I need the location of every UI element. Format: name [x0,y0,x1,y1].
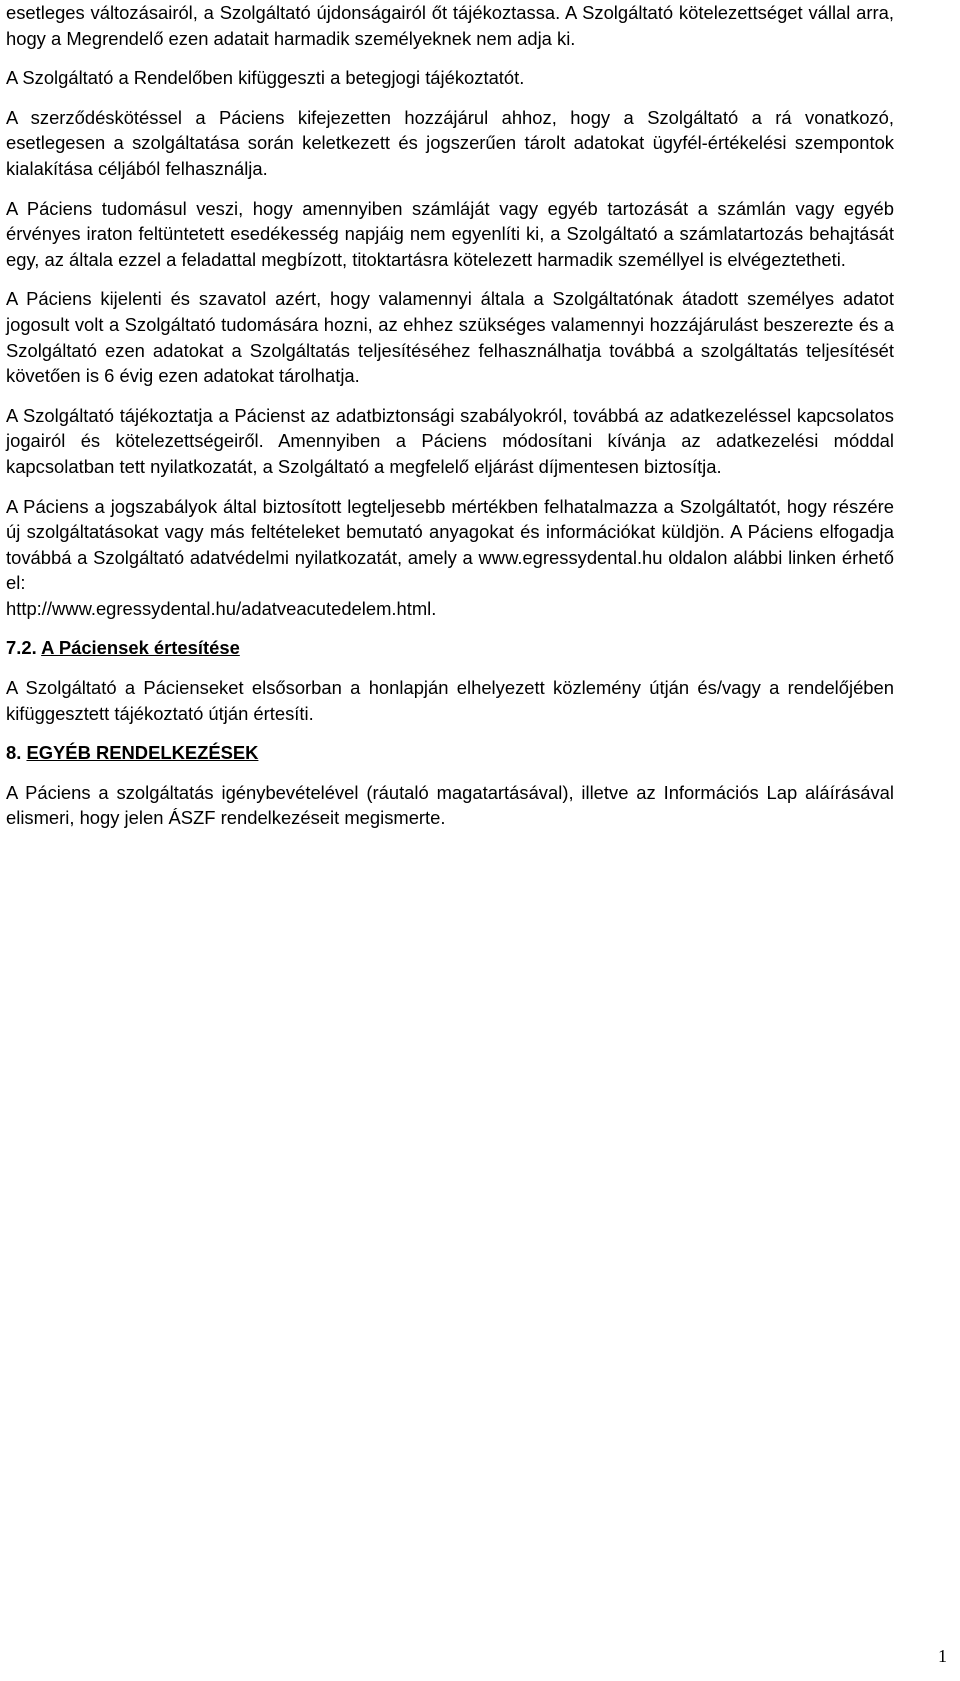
paragraph-marketing-consent: A Páciens a jogszabályok által biztosított legteljesebb mértékben felhatalmazza a Szolgáltatót, hogy részére új szolgáltatásokat vagy más feltételeket bemutató anyagokat és információkat küldjön. A Páciens elfogadja továbbá a Szolgáltató adatvédelmi nyilatkozatát, amely a www.egressydental.hu oldalon alábbi linken érhető el: [6,495,894,594]
paragraph-data-warranty: A Páciens kijelenti és szavatol azért, hogy valamennyi általa a Szolgáltatónak átadott személyes adatot jogosult volt a Szolgáltató tudomására hozni, az ehhez szükséges valamennyi hozzájárulást beszerezte és a Szolgáltató ezen adatokat a Szolgáltatás teljesítéséhez felhasználhatja továbbá a szolgáltatás teljesítését követően is 6 évig ezen adatokat tárolhatja. [6,288,894,387]
paragraph-consent: A szerződéskötéssel a Páciens kifejezetten hozzájárul ahhoz, hogy a Szolgáltató a rá vonatkozó, esetlegesen a szolgáltatása során keletkezett és jogszerűen tárolt adatokat ügyfél-értékelési szempontok kialakítása céljából felhasználja. [6,106,894,179]
section-title: A Páciensek értesítése [41,637,240,659]
section-heading-7-2 [6,635,894,661]
section-title: EGYÉB RENDELKEZÉSEK [26,742,259,764]
paragraph-acceptance: A Páciens a szolgáltatás igénybevételével (ráutaló magatartásával), illetve az Információs Lap aláírásával elismeri, hogy jelen ÁSZF rendelkezéseit megismerte. [6,781,894,829]
section-number: 7.2. [6,637,37,659]
privacy-policy-link[interactable]: http://www.egressydental.hu/adatveacutedelem.html. [6,597,437,619]
paragraph-data-sharing: esetleges változásairól, a Szolgáltató újdonságairól őt tájékoztassa. A Szolgáltató kötelezettséget vállal arra, hogy a Megrendelő ezen adatait harmadik személyeknek nem adja ki. [6,2,894,49]
paragraph-notification: A Szolgáltató a Pácienseket elsősorban a honlapján elhelyezett közlemény útján és/vagy a rendelőjében kifüggesztett tájékoztató útján értesíti. [6,677,894,724]
paragraph-debt-collection: A Páciens tudomásul veszi, hogy amennyiben számláját vagy egyéb tartozását a számlán vagy egyéb érvényes iraton feltüntetett esedékesség napjáig nem egyenlíti ki, a Szolgáltató a számlatartozás behajtását egy, az általa ezzel a feladattal megbízott, titoktartásra kötelezett harmadik személlyel is elvégeztetheti. [6,197,894,270]
paragraph-patient-rights-notice: A Szolgáltató a Rendelőben kifüggeszti a betegjogi tájékoztatót. [6,67,525,89]
document-page [6,0,894,831]
page-number: 1 [938,1646,947,1666]
section-heading-8 [6,740,894,766]
paragraph-data-security: A Szolgáltató tájékoztatja a Pácienst az adatbiztonsági szabályokról, továbbá az adatkezeléssel kapcsolatos jogairól és kötelezettségeiről. Amennyiben a Páciens módosítani kívánja az adatkezelési móddal kapcsolatban tett nyilatkozatát, a Szolgáltató a megfelelő eljárást díjmentesen biztosítja. [6,404,894,477]
section-number: 8. [6,742,22,764]
